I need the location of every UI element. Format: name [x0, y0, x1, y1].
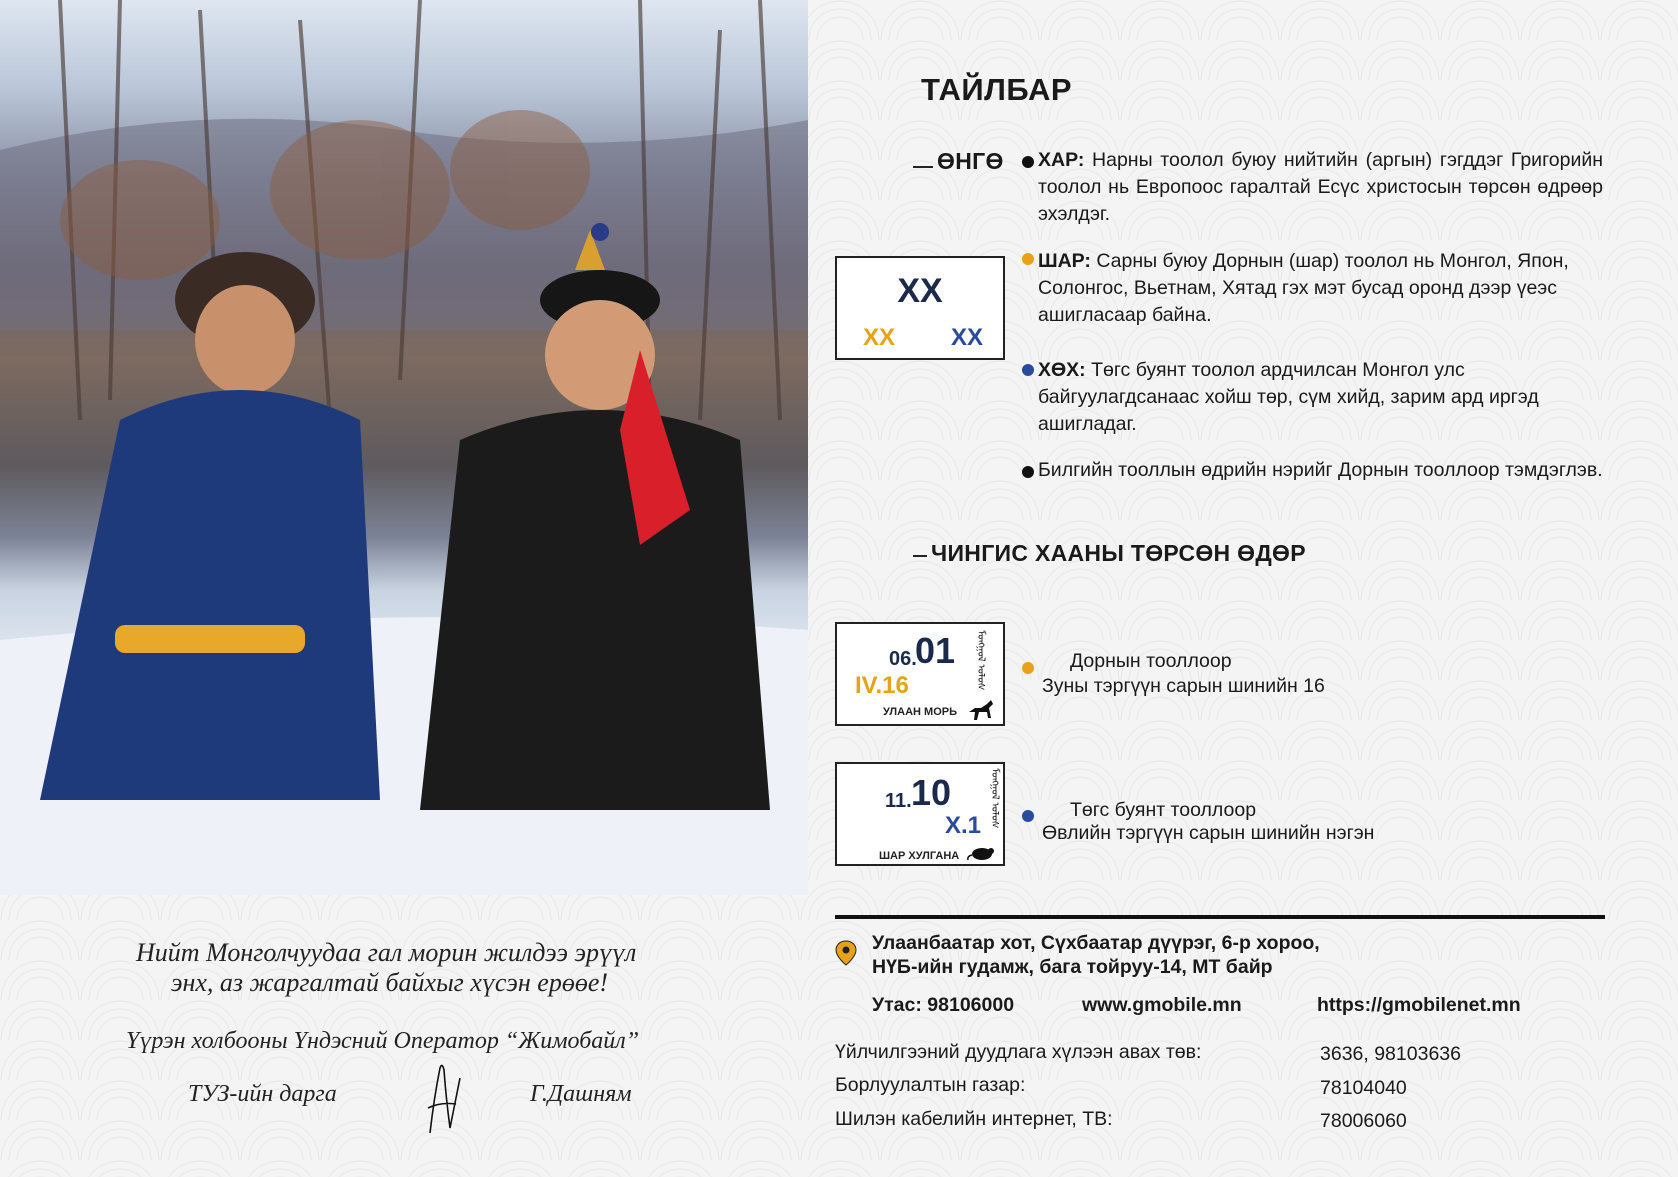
legend-title: ТАЙЛБАР	[921, 72, 1073, 107]
mouse-icon	[967, 844, 997, 862]
signature	[420, 1058, 470, 1138]
blue-label: ХӨХ:	[1038, 359, 1086, 381]
contact-row-value: 78104040	[1320, 1077, 1407, 1099]
signatory-name: Г.Дашням	[530, 1081, 632, 1107]
website-link-2[interactable]: https://gmobilenet.mn	[1317, 994, 1521, 1016]
contact-row-label: Борлуулалтын газар:	[835, 1074, 1026, 1096]
box1-caption: УЛААН МОРЬ	[883, 706, 957, 718]
address-line1: Улаанбаатар хот, Сүхбаатар дүүрэг, 6-р хороо,	[872, 932, 1320, 954]
box1-bullet	[1022, 662, 1034, 674]
contact-divider	[835, 915, 1605, 919]
position-title: ТУЗ-ийн дарга	[188, 1081, 337, 1107]
contact-row-label: Шилэн кабелийн интернет, ТВ:	[835, 1108, 1113, 1130]
blue-text: Төгс буянт тоолол ардчилсан Монгол улс байгуулагдсанаас хойш төр, сүм хийд, зарим ард иргэд ашигладаг.	[1038, 359, 1539, 435]
horse-icon	[967, 698, 997, 722]
section-dash	[913, 166, 933, 168]
photo-illustration	[0, 0, 808, 895]
sample-right: XX	[951, 324, 984, 351]
black-label: ХАР:	[1038, 149, 1085, 171]
box2-caption: ШАР ХУЛГАНА	[879, 850, 960, 862]
date-box-eastern	[835, 622, 1005, 726]
blue-color-desc	[1038, 357, 1578, 438]
box2-big: 10	[911, 772, 952, 813]
yellow-text: Сарны буюу Дорнын (шар) тоолол нь Монгол, Япон, Солонгос, Вьетнам, Хятад гэх мэт бусад оронд дээр үеэс ашигласаар байна.	[1038, 250, 1569, 326]
box2-line2: Өвлийн тэргүүн сарын шинийн нэгэн	[1042, 822, 1375, 844]
sample-left: XX	[863, 324, 896, 351]
box1-line1: Дорнын тооллоор	[1070, 650, 1232, 672]
website-link[interactable]: www.gmobile.mn	[1082, 994, 1242, 1016]
legend-note: Билгийн тооллын өдрийн нэрийг Дорнын тооллоор тэмдэглэв.	[1038, 459, 1603, 481]
birthday-section-title: ЧИНГИС ХААНЫ ТӨРСӨН ӨДӨР	[931, 540, 1306, 566]
yellow-color-desc	[1038, 248, 1598, 329]
sample-main: XX	[897, 272, 943, 310]
yellow-bullet	[1022, 253, 1034, 265]
location-pin-icon	[835, 940, 857, 966]
section-dash-2	[913, 555, 927, 557]
phone-number: Утас: 98106000	[872, 994, 1015, 1016]
black-color-desc	[1038, 147, 1603, 228]
note-bullet	[1022, 466, 1034, 478]
yellow-label: ШАР:	[1038, 250, 1091, 272]
box2-bullet	[1022, 810, 1034, 822]
box2-line1: Төгс буянт тооллоор	[1070, 799, 1257, 821]
box2-mongol-script: ᠮᠣᠩᠭᠣᠯ ᠤᠯᠤᠰ	[989, 768, 1000, 829]
date-box-buddhist	[835, 762, 1005, 866]
box1-mongol-script: ᠮᠣᠩᠭᠣᠯ ᠤᠯᠤᠰ	[975, 630, 986, 691]
greeting-line1: Нийт Монголчуудаа гал морин жилдээ эрүүл	[136, 938, 637, 967]
box2-roman: X.1	[945, 812, 982, 839]
photo-two-men-in-deel	[0, 0, 808, 895]
operator-name: Үүрэн холбооны Үндэсний Оператор “Жимобайл”	[126, 1028, 640, 1054]
contact-row-label: Үйлчилгээний дуудлага хүлээн авах төв:	[835, 1041, 1202, 1063]
address-line2: НҮБ-ийн гудамж, бага тойруу-14, МТ байр	[872, 956, 1273, 978]
contact-row-value: 3636, 98103636	[1320, 1043, 1461, 1065]
box1-small: 06.	[889, 648, 917, 670]
blue-bullet	[1022, 364, 1034, 376]
box1-line2: Зуны тэргүүн сарын шинийн 16	[1042, 675, 1325, 697]
contact-row-value: 78006060	[1320, 1110, 1407, 1132]
box1-big: 01	[915, 630, 956, 671]
black-bullet	[1022, 156, 1034, 168]
black-text: Нарны тоолол буюу нийтийн (аргын) гэгддэг Григорийн тоолол нь Европоос гаралтай Есүс христосын төрсөн өдрөөр эхэлдэг.	[1038, 149, 1603, 225]
color-sample-box	[835, 256, 1005, 360]
greeting-line2: энх, аз жаргалтай байхыг хүсэн ерөөе!	[171, 968, 609, 997]
box1-roman: IV.16	[855, 672, 909, 699]
color-section-title: ӨНГӨ	[937, 148, 1004, 174]
box2-small: 11.	[885, 790, 912, 812]
